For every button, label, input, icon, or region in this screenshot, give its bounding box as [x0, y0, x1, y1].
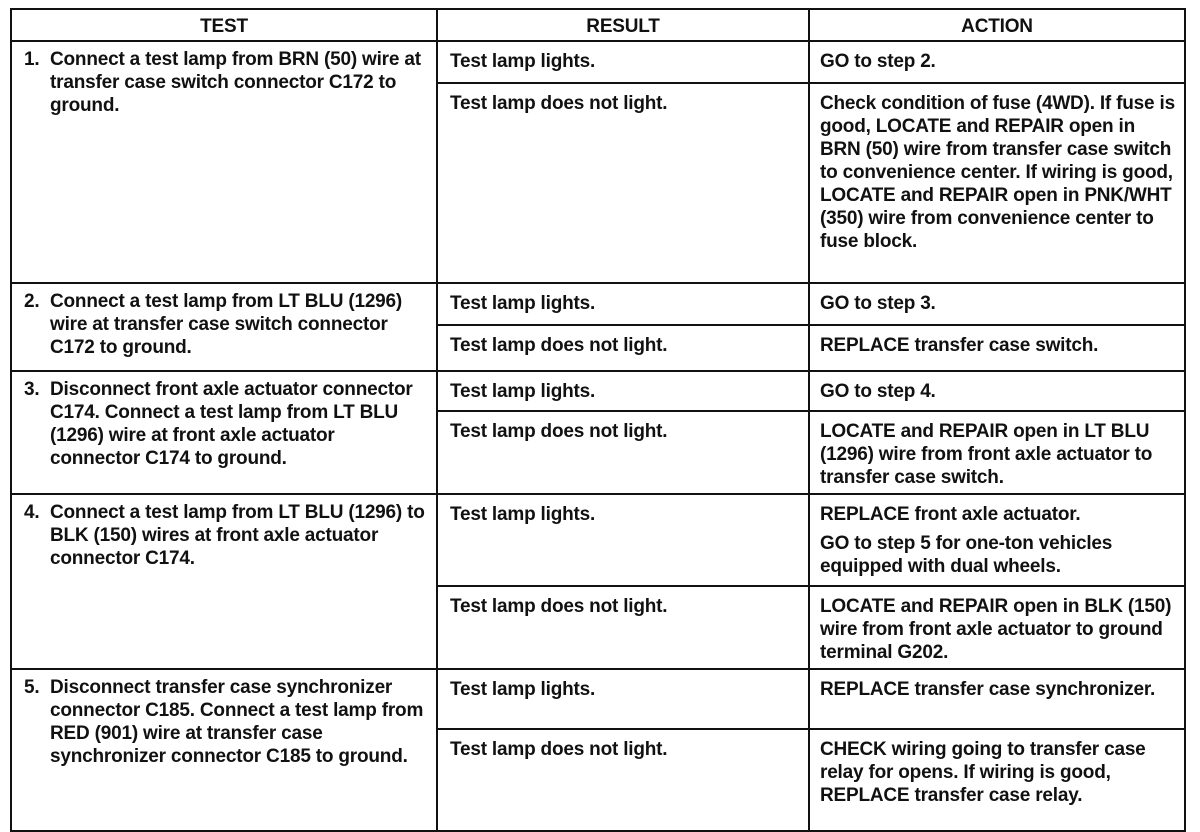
action-text: CHECK wiring going to transfer case relay for opens. If wiring is good, REPLACE transfer case relay.: [820, 739, 1146, 806]
action-text: LOCATE and REPAIR open in LT BLU (1296) wire from front axle actuator to transfer case switch.: [820, 421, 1153, 488]
action-text: GO to step 5 for one-ton vehicles equipped with dual wheels.: [820, 533, 1113, 577]
action-text: REPLACE transfer case switch.: [820, 335, 1099, 356]
action-text: GO to step 2.: [820, 51, 936, 72]
test-cell-step-5: [11, 669, 437, 831]
header-result: RESULT: [437, 9, 809, 41]
action-text: GO to step 4.: [820, 381, 936, 402]
result-cell: Test lamp lights.: [437, 494, 809, 586]
action-cell: [809, 494, 1185, 586]
diagnostic-table: [10, 8, 1186, 832]
action-cell: [809, 283, 1185, 325]
test-instruction: Connect a test lamp from LT BLU (1296) to BLK (150) wires at front axle actuator connector C174.: [50, 502, 425, 569]
step-number: 3.: [24, 379, 40, 400]
result-cell: Test lamp does not light.: [437, 411, 809, 494]
table-row: [11, 669, 1185, 729]
action-cell: [809, 669, 1185, 729]
action-cell: [809, 729, 1185, 831]
action-text: REPLACE transfer case synchronizer.: [820, 679, 1156, 700]
action-text: Check condition of fuse (4WD). If fuse is good, LOCATE and REPAIR open in BRN (50) wire from transfer case switch to convenience center. If wiring is good, LOCATE and REPAIR open in PNK/WHT (350) wire from convenience center to fuse block.: [820, 93, 1175, 252]
action-cell: [809, 586, 1185, 669]
table-row: [11, 371, 1185, 411]
test-cell-step-4: [11, 494, 437, 669]
header-action: ACTION: [809, 9, 1185, 41]
action-text: LOCATE and REPAIR open in BLK (150) wire from front axle actuator to ground terminal G202.: [820, 596, 1172, 663]
result-cell: Test lamp does not light.: [437, 729, 809, 831]
test-instruction: Disconnect transfer case synchronizer connector C185. Connect a test lamp from RED (901) wire at transfer case synchronizer connector C185 to ground.: [50, 677, 424, 767]
result-cell: Test lamp lights.: [437, 283, 809, 325]
action-text: REPLACE front axle actuator.: [820, 504, 1081, 525]
result-cell: Test lamp does not light.: [437, 325, 809, 371]
action-cell: [809, 41, 1185, 83]
result-cell: Test lamp does not light.: [437, 83, 809, 283]
step-number: 5.: [24, 677, 40, 698]
result-cell: Test lamp lights.: [437, 371, 809, 411]
table-row: [11, 494, 1185, 586]
test-instruction: Disconnect front axle actuator connector C174. Connect a test lamp from LT BLU (1296) wire at front axle actuator connector C174 to ground.: [50, 379, 413, 469]
test-instruction: Connect a test lamp from BRN (50) wire at transfer case switch connector C172 to ground.: [50, 49, 421, 116]
table-row: [11, 41, 1185, 83]
header-test: TEST: [11, 9, 437, 41]
result-cell: Test lamp lights.: [437, 669, 809, 729]
action-cell: [809, 371, 1185, 411]
test-cell-step-2: [11, 283, 437, 371]
table-row: [11, 283, 1185, 325]
action-cell: [809, 411, 1185, 494]
result-cell: Test lamp does not light.: [437, 586, 809, 669]
step-number: 4.: [24, 502, 40, 523]
step-number: 2.: [24, 291, 40, 312]
action-text: GO to step 3.: [820, 293, 936, 314]
test-cell-step-3: [11, 371, 437, 494]
test-instruction: Connect a test lamp from LT BLU (1296) wire at transfer case switch connector C172 to ground.: [50, 291, 403, 358]
header-row: [11, 9, 1185, 41]
action-cell: [809, 83, 1185, 283]
action-cell: [809, 325, 1185, 371]
step-number: 1.: [24, 49, 40, 70]
test-cell-step-1: [11, 41, 437, 283]
result-cell: Test lamp lights.: [437, 41, 809, 83]
